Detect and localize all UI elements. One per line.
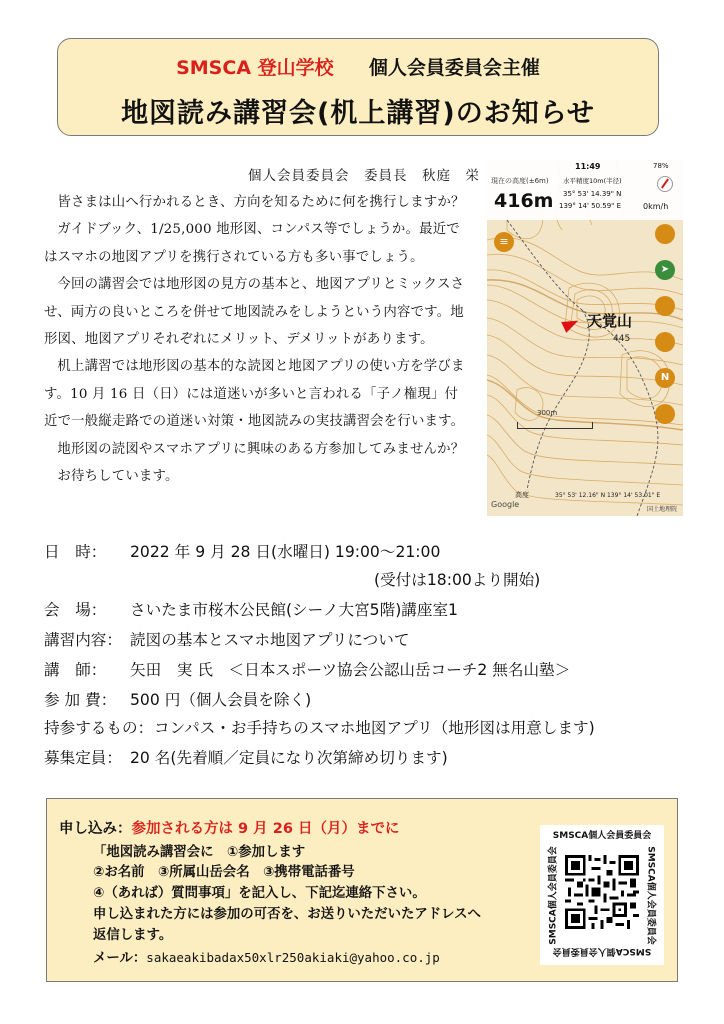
google-logo: Google [491,500,520,509]
altitude-value: 416m [494,190,554,212]
deadline-text: 参加される方は 9 月 26 日（月）までに [131,821,400,837]
page-title: 地図読み講習会(机上講習)のお知らせ [121,98,595,129]
scale-label: 300m [537,409,558,417]
author-line: 個人会員委員会 委員長 秋庭 栄 [248,168,480,184]
peak-elevation: 445 [613,334,631,344]
gsi-credit: 国土地理院 [647,506,678,513]
qr-frame-top: SMSCA個人会員委員会 [552,831,652,841]
topo-map [487,160,683,516]
intro-paragraph: お待ちしています。 [57,469,179,485]
detail-fee: 参 加 費： 500 円（個人会員を除く) [44,691,312,709]
application-heading-line: 申し込み：参加される方は 9 月 26 日（月）までに [59,821,400,837]
compass-icon [657,176,673,192]
camera-icon[interactable] [655,404,675,424]
bottom-coordinates: 35° 53' 12.16" N 139° 14' 53.01" E [555,492,661,499]
qr-frame-left: SMSCA個人会員委員会 [548,846,559,945]
application-line-1: 「地図読み講習会に ①参加します [93,845,306,860]
detail-reception: (受付は18:00より開始) [374,571,541,589]
speed-value: 0km/h [643,202,669,211]
detail-datetime: 日 時： 2022 年 9 月 28 日(水曜日) 19:00～21:00 [44,543,441,561]
application-line-2: ②お名前 ③所属山岳会名 ③携帯電話番号 [93,865,355,880]
host-name: 個人会員委員会主催 [368,57,540,79]
map-app-screenshot [487,160,683,516]
mail-line: メール：sakaeakibadax50xlr250akiaki@yahoo.co.jp [93,950,440,966]
tool-icon[interactable] [655,332,675,352]
header-box [57,38,659,136]
altitude-label: 現在の高度(±6m) [491,177,549,185]
latitude-value: 35° 53' 14.39" N [563,190,622,198]
qr-code-block [540,825,664,965]
detail-instructor: 講 師： 矢田 実 氏 ＜日本スポーツ協会公認山岳コーチ2 無名山塾＞ [44,661,571,679]
application-line-4: 申し込まれた方には参加の可否を、お送りいただいたアドレスへ [93,907,481,922]
org-name: SMSCA 登山学校 [176,57,334,79]
application-line-3: ④（あれば）質問事項」を記入し、下記迄連絡下さい。 [93,886,426,901]
detail-capacity: 募集定員： 20 名(先着順／定員になり次第締め切ります) [44,749,448,767]
bottom-altitude-label: 高度 [515,491,529,499]
status-time: 11:49 [575,162,601,171]
navigation-icon[interactable]: ➤ [655,260,675,280]
detail-bring: 持参するもの：コンパス・お手持ちのスマホ地図アプリ（地形図は用意します) [44,719,595,737]
application-line-5: 返信します。 [93,928,173,943]
scale-bar [517,422,593,429]
detail-venue: 会 場： さいたま市桜木公民館(シーノ大宮5階)講座室1 [44,601,458,619]
longitude-value: 139° 14' 50.59" E [559,202,622,210]
detail-content: 講習内容： 読図の基本とスマホ地図アプリについて [44,631,410,649]
intro-text [44,189,469,490]
qr-frame-right: SMSCA個人会員委員会 [645,846,656,945]
status-battery: 78% [653,162,669,170]
mail-link[interactable]: sakaeakibadax50xlr250akiaki@yahoo.co.jp [146,950,440,965]
intro-paragraph: ガイドブック、1/25,000 地形図、コンパス等でしょうか。最近ではスマホの地図アプリを携行されている方も多い事でしょう。 [44,222,460,265]
intro-paragraph: 机上講習では地形図の基本的な読図と地図アプリの使い方を学びます。10 月 16 日（日）には道迷いが多いと言われる「子ノ権現」付近で一般縦走路での道迷い対策・地図読みの実技講習会を行います。 [44,359,465,430]
intro-paragraph: 皆さまは山へ行かれるとき、方向を知るために何を携行しますか？ [57,195,465,210]
north-icon[interactable]: N [655,368,675,388]
header-subtitle [58,53,658,80]
qr-frame-bottom: SMSCA個人会員委員会 [552,946,652,956]
intro-paragraph: 地形図の読図やスマホアプリに興味のある方参加してみませんか？ [57,441,465,457]
intro-paragraph: 今回の講習会では地形図の見方の基本と、地図アプリとミックスさせ、両方の良いところを併せて地図読みをしようという内容です。地形図、地図アプリそれぞれにメリット、デメリットがあります。 [44,277,465,348]
peak-name: 天覚山 [587,312,633,330]
track-icon[interactable] [655,296,675,316]
layers-icon[interactable] [655,224,675,244]
accuracy-label: 水平精度10m(半径) [563,177,622,185]
qr-code[interactable] [565,855,639,929]
menu-icon[interactable]: ≡ [494,232,514,252]
